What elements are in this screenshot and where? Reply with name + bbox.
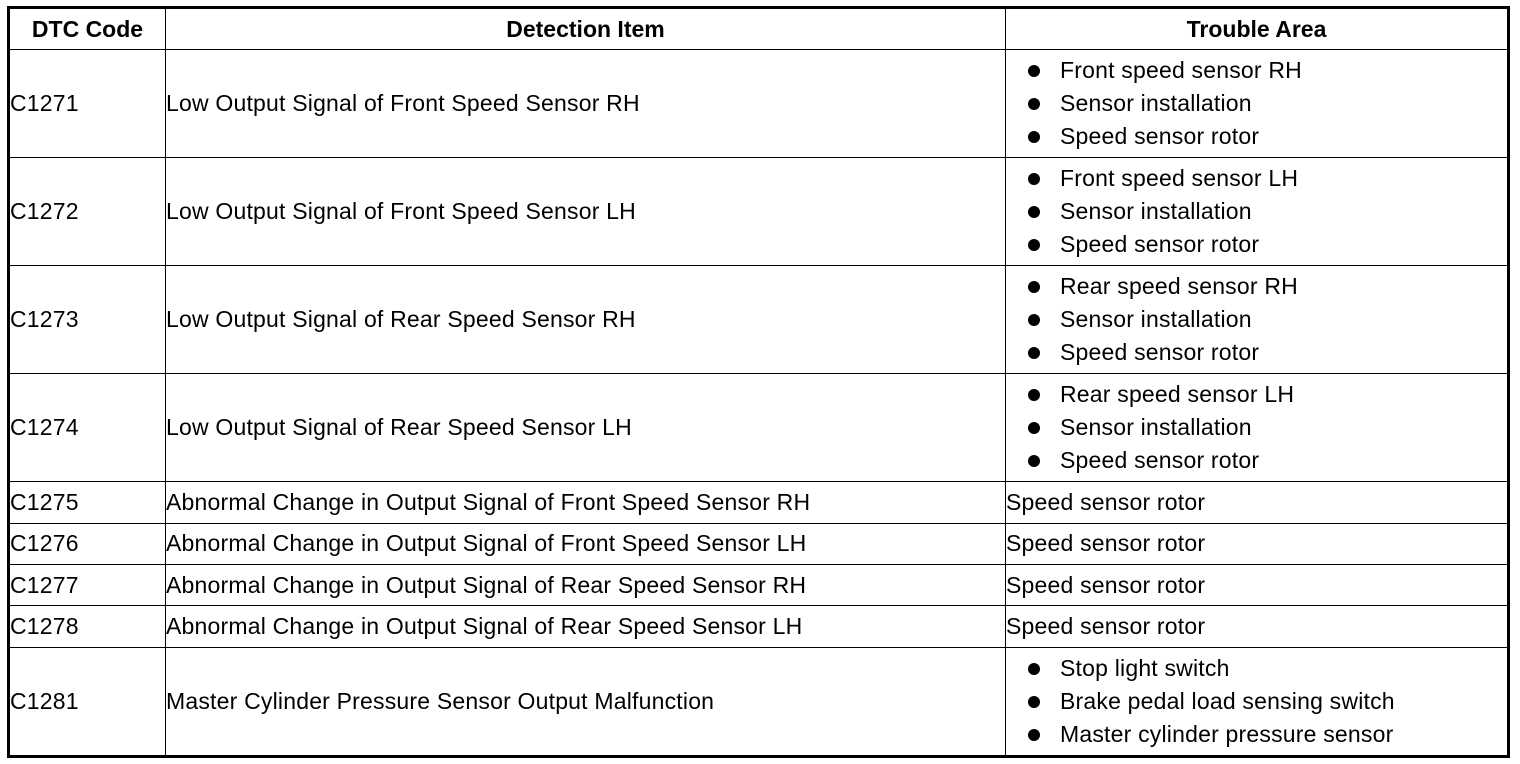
trouble-area-cell: Speed sensor rotor xyxy=(1006,523,1509,564)
table-row xyxy=(9,482,1509,523)
dtc-table xyxy=(7,6,1510,758)
dtc-code-cell: C1271 xyxy=(9,50,166,158)
table-row xyxy=(9,158,1509,266)
list-item: Sensor installation xyxy=(1028,411,1507,444)
list-item: Stop light switch xyxy=(1028,652,1507,685)
detection-item-cell: Low Output Signal of Front Speed Sensor LH xyxy=(166,158,1006,266)
trouble-area-cell xyxy=(1006,647,1509,756)
list-item: Front speed sensor RH xyxy=(1028,54,1507,87)
detection-item-cell: Low Output Signal of Rear Speed Sensor RH xyxy=(166,266,1006,374)
dtc-code-cell: C1275 xyxy=(9,482,166,523)
detection-item-cell: Abnormal Change in Output Signal of Rear Speed Sensor RH xyxy=(166,565,1006,606)
detection-item-cell: Abnormal Change in Output Signal of Front Speed Sensor RH xyxy=(166,482,1006,523)
bullet-icon xyxy=(1028,663,1040,675)
list-item: Front speed sensor LH xyxy=(1028,162,1507,195)
detection-item-cell: Abnormal Change in Output Signal of Front Speed Sensor LH xyxy=(166,523,1006,564)
trouble-area-cell: Speed sensor rotor xyxy=(1006,482,1509,523)
table-row xyxy=(9,266,1509,374)
dtc-code-cell: C1277 xyxy=(9,565,166,606)
trouble-area-cell: Speed sensor rotor xyxy=(1006,606,1509,647)
list-item: Speed sensor rotor xyxy=(1028,444,1507,477)
bullet-icon xyxy=(1028,239,1040,251)
list-item: Rear speed sensor RH xyxy=(1028,270,1507,303)
list-item: Sensor installation xyxy=(1028,303,1507,336)
dtc-code-cell: C1272 xyxy=(9,158,166,266)
bullet-icon xyxy=(1028,389,1040,401)
bullet-icon xyxy=(1028,729,1040,741)
bullet-icon xyxy=(1028,206,1040,218)
bullet-icon xyxy=(1028,422,1040,434)
trouble-area-cell xyxy=(1006,266,1509,374)
dtc-code-cell: C1281 xyxy=(9,647,166,756)
table-row xyxy=(9,565,1509,606)
trouble-area-list xyxy=(1006,54,1507,153)
table-row xyxy=(9,50,1509,158)
bullet-icon xyxy=(1028,98,1040,110)
dtc-code-cell: C1276 xyxy=(9,523,166,564)
bullet-icon xyxy=(1028,131,1040,143)
bullet-icon xyxy=(1028,455,1040,467)
table-header-row xyxy=(9,8,1509,50)
table-row xyxy=(9,523,1509,564)
table-row xyxy=(9,606,1509,647)
bullet-icon xyxy=(1028,173,1040,185)
trouble-area-list xyxy=(1006,162,1507,261)
list-item: Sensor installation xyxy=(1028,195,1507,228)
header-trouble-area: Trouble Area xyxy=(1006,8,1509,50)
dtc-code-cell: C1274 xyxy=(9,374,166,482)
dtc-code-cell: C1273 xyxy=(9,266,166,374)
trouble-area-cell xyxy=(1006,158,1509,266)
list-item: Master cylinder pressure sensor xyxy=(1028,718,1507,751)
table-row xyxy=(9,374,1509,482)
bullet-icon xyxy=(1028,347,1040,359)
trouble-area-list xyxy=(1006,652,1507,751)
list-item: Speed sensor rotor xyxy=(1028,336,1507,369)
bullet-icon xyxy=(1028,65,1040,77)
trouble-area-cell xyxy=(1006,374,1509,482)
list-item: Brake pedal load sensing switch xyxy=(1028,685,1507,718)
list-item: Sensor installation xyxy=(1028,87,1507,120)
bullet-icon xyxy=(1028,314,1040,326)
table-row xyxy=(9,647,1509,756)
dtc-code-cell: C1278 xyxy=(9,606,166,647)
trouble-area-list xyxy=(1006,270,1507,369)
header-detection-item: Detection Item xyxy=(166,8,1006,50)
list-item: Speed sensor rotor xyxy=(1028,228,1507,261)
trouble-area-cell xyxy=(1006,50,1509,158)
list-item: Speed sensor rotor xyxy=(1028,120,1507,153)
detection-item-cell: Master Cylinder Pressure Sensor Output Malfunction xyxy=(166,647,1006,756)
list-item: Rear speed sensor LH xyxy=(1028,378,1507,411)
detection-item-cell: Low Output Signal of Front Speed Sensor RH xyxy=(166,50,1006,158)
bullet-icon xyxy=(1028,281,1040,293)
trouble-area-cell: Speed sensor rotor xyxy=(1006,565,1509,606)
bullet-icon xyxy=(1028,696,1040,708)
trouble-area-list xyxy=(1006,378,1507,477)
header-dtc-code: DTC Code xyxy=(9,8,166,50)
detection-item-cell: Abnormal Change in Output Signal of Rear Speed Sensor LH xyxy=(166,606,1006,647)
detection-item-cell: Low Output Signal of Rear Speed Sensor LH xyxy=(166,374,1006,482)
